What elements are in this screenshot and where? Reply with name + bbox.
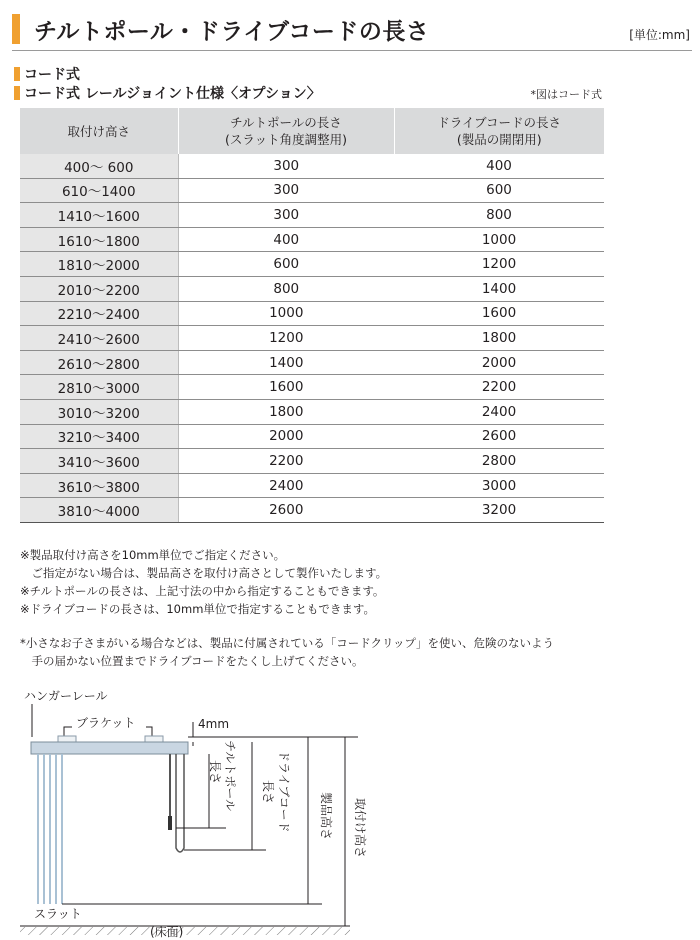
cell-drive-length: 600 [394,178,604,203]
cell-install-height: 2810〜3000 [20,375,178,400]
cell-tilt-length: 300 [178,154,394,178]
floor-hatch [20,927,350,935]
note-line: ※チルトポールの長さは、上記寸法の中から指定することもできます。 [20,584,385,598]
cell-drive-length: 1800 [394,326,604,351]
cell-tilt-length: 2200 [178,449,394,474]
table-row [20,449,604,474]
cell-tilt-length: 2600 [178,498,394,523]
cell-install-height: 2210〜2400 [20,301,178,326]
drive-cord [176,754,184,852]
floor-label: (床面) [150,925,184,939]
slat-label: スラット [34,907,82,921]
page-title: チルトポール・ドライブコードの長さ [34,19,430,45]
cell-drive-length: 3200 [394,498,604,523]
cell-install-height: 2610〜2800 [20,350,178,375]
cell-install-height: 1410〜1600 [20,203,178,228]
table-header-row [20,108,604,154]
note-line: ※ドライブコードの長さは、10mm単位で指定することもできます。 [20,602,375,616]
cell-drive-length: 3000 [394,473,604,498]
drive-cord-vertical-label: ドライブコード [277,750,291,833]
cell-tilt-length: 2000 [178,424,394,449]
cell-tilt-length: 800 [178,276,394,301]
tilt-pole-vertical-label: チルトポール [223,740,237,812]
title-accent-bar [12,14,20,44]
table-row [20,473,604,498]
table-row [20,301,604,326]
slats [38,754,62,904]
installation-diagram [0,680,700,940]
cell-drive-length: 2200 [394,375,604,400]
table-row [20,276,604,301]
cell-install-height: 1610〜1800 [20,227,178,252]
cell-drive-length: 1200 [394,252,604,277]
title-divider [12,50,692,51]
table-row [20,178,604,203]
cell-install-height: 3610〜3800 [20,473,178,498]
cell-tilt-length: 400 [178,227,394,252]
cell-tilt-length: 600 [178,252,394,277]
product-height-label: 製品高さ [319,792,333,841]
cell-drive-length: 2800 [394,449,604,474]
tilt-length-vertical-label: 長さ [208,760,222,785]
section-label-rail-joint: コード式 レールジョイント仕様〈オプション〉 [14,83,321,103]
header-tilt-pole: チルトポールの長さ (スラット角度調整用) [178,108,394,154]
table-row [20,154,604,178]
cell-install-height: 400〜 600 [20,154,178,178]
cell-tilt-length: 1600 [178,375,394,400]
hanger-rail-label: ハンガーレール [24,689,108,703]
header-install-height: 取付け高さ [20,108,178,154]
drive-length-vertical-label: 長さ [261,780,275,805]
table-row [20,424,604,449]
unit-label: [単位:mm] [629,28,690,42]
cell-install-height: 3410〜3600 [20,449,178,474]
table-row [20,399,604,424]
cell-drive-length: 400 [394,154,604,178]
cell-tilt-length: 1400 [178,350,394,375]
install-height-label: 取付け高さ [353,798,367,859]
cell-install-height: 3010〜3200 [20,399,178,424]
cell-drive-length: 1600 [394,301,604,326]
cell-install-height: 2010〜2200 [20,276,178,301]
notes-block [20,546,387,618]
table-row [20,498,604,523]
gap-label: 4mm [198,717,230,731]
header-drive-cord: ドライブコードの長さ (製品の開閉用) [394,108,604,154]
cell-drive-length: 1000 [394,227,604,252]
caution-line: 手の届かない位置までドライブコードをたくし上げてください。 [20,654,364,668]
table-row [20,227,604,252]
note-line: ※製品取付け高さを10mm単位でご指定ください。 [20,548,286,562]
table-row [20,252,604,277]
table-row [20,326,604,351]
bracket-left [58,736,76,742]
cell-install-height: 610〜1400 [20,178,178,203]
cell-drive-length: 2600 [394,424,604,449]
cell-drive-length: 2000 [394,350,604,375]
note-line: ご指定がない場合は、製品高さを取付け高さとして製作いたします。 [20,566,388,580]
cell-tilt-length: 300 [178,203,394,228]
cell-install-height: 2410〜2600 [20,326,178,351]
length-table [20,108,604,523]
cell-drive-length: 800 [394,203,604,228]
caution-block [20,634,554,670]
section-label-cord: コード式 [14,64,80,84]
figure-note: *図はコード式 [530,88,602,101]
cell-drive-length: 1400 [394,276,604,301]
bracket-right [145,736,163,742]
section-marker-icon [14,67,20,81]
cell-tilt-length: 1000 [178,301,394,326]
cell-drive-length: 2400 [394,399,604,424]
table-row [20,375,604,400]
hanger-rail [31,742,188,754]
caution-line: *小さなお子さまがいる場合などは、製品に付属されている「コードクリップ」を使い、危険のないよう [20,636,555,650]
cell-install-height: 3810〜4000 [20,498,178,523]
cell-install-height: 3210〜3400 [20,424,178,449]
cell-tilt-length: 1200 [178,326,394,351]
tilt-pole-grip [168,816,172,830]
cell-tilt-length: 2400 [178,473,394,498]
bracket-label: ブラケット [76,716,136,730]
cell-install-height: 1810〜2000 [20,252,178,277]
table-row [20,203,604,228]
section-marker-icon [14,86,20,100]
table-row [20,350,604,375]
cell-tilt-length: 300 [178,178,394,203]
cell-tilt-length: 1800 [178,399,394,424]
